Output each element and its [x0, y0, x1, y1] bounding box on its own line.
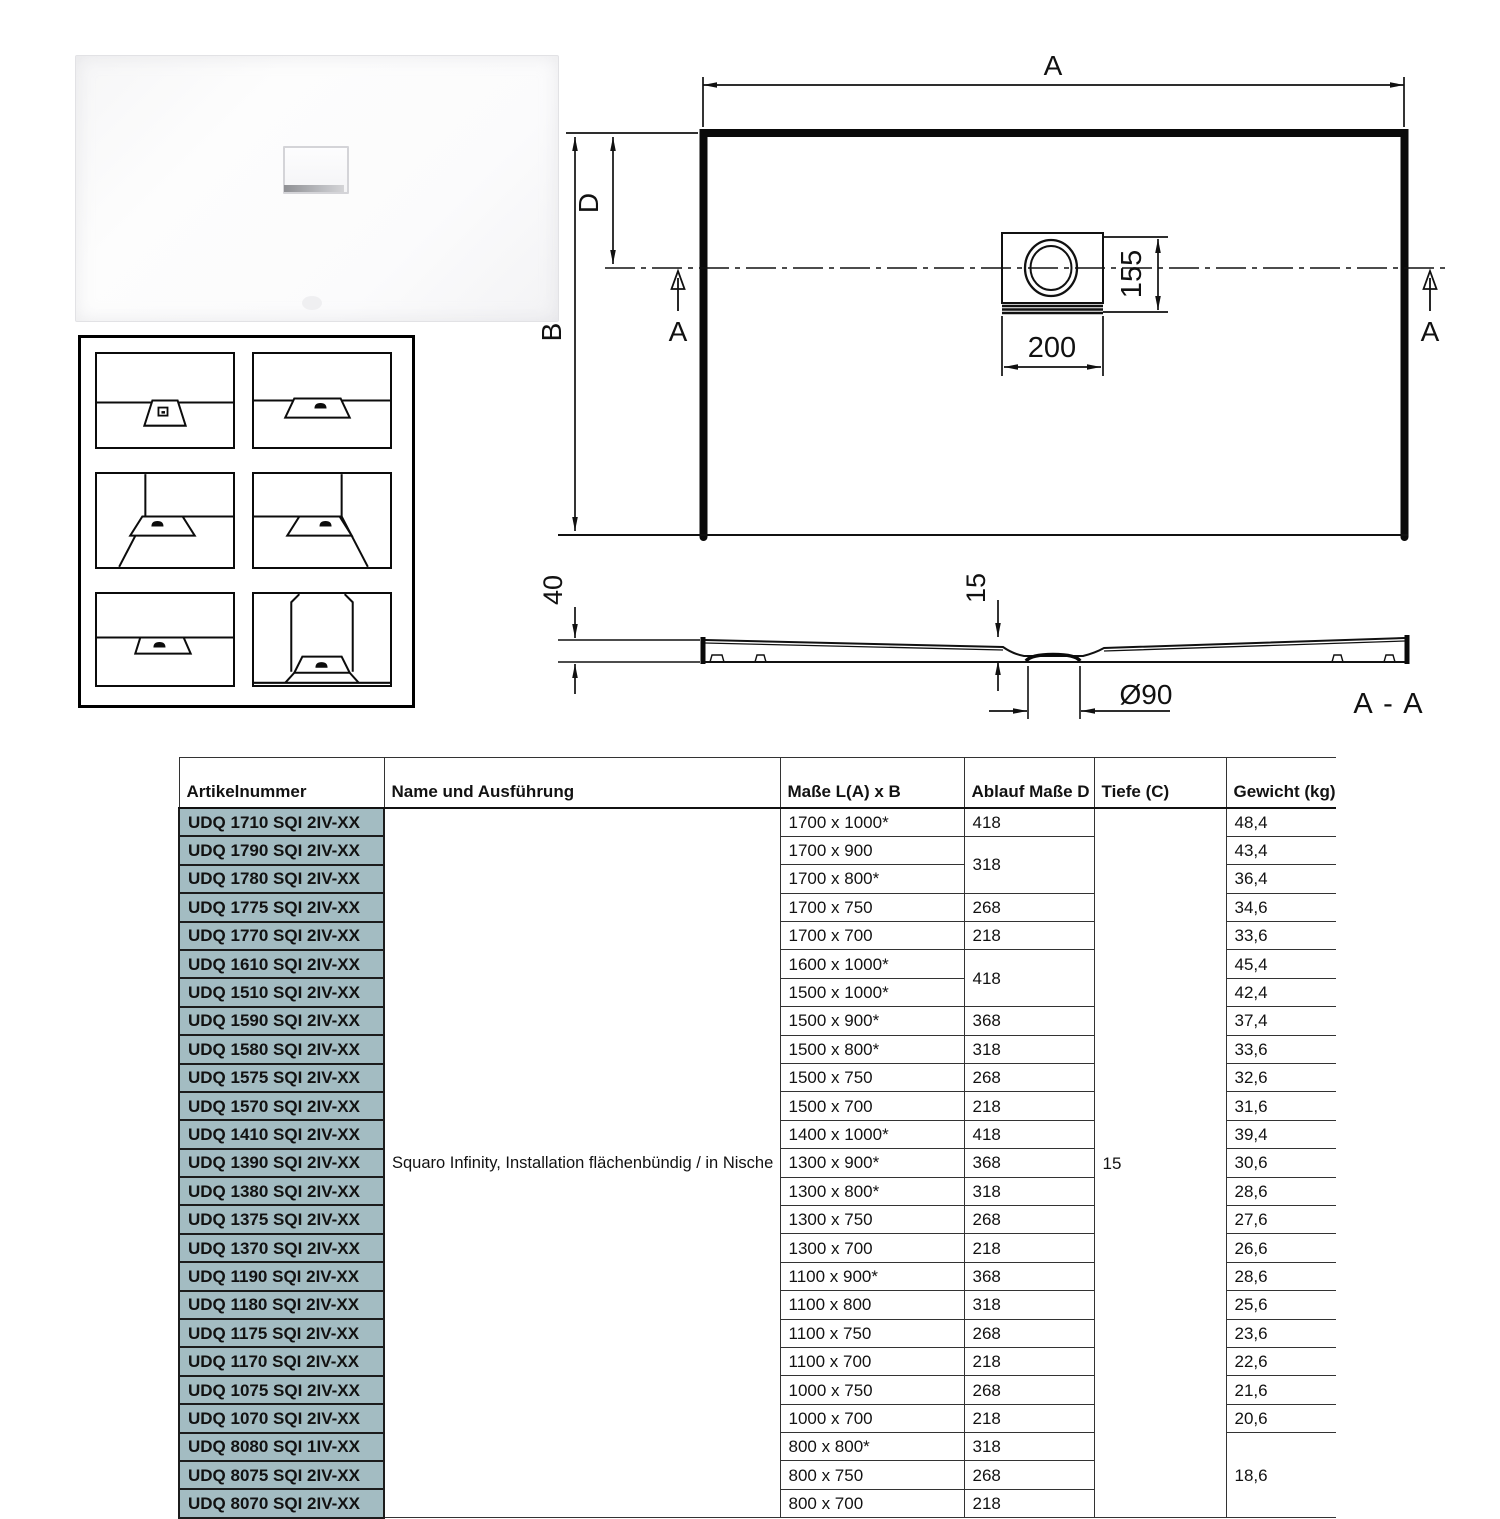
artikelnummer-cell: UDQ 1610 SQI 2IV-XX: [179, 950, 384, 978]
installation-diagram-corner-left: [95, 472, 235, 569]
diagram-6-drawing: [254, 594, 390, 685]
masse-cell: 1500 x 700: [780, 1092, 964, 1120]
column-header-tiefe: Tiefe (C): [1094, 758, 1226, 809]
brand-logo-mark: [302, 296, 322, 310]
ablauf-cell: 318: [964, 1035, 1094, 1063]
drain-cover-shadow: [284, 185, 344, 192]
installation-diagram-wall-back-flat: [252, 352, 392, 449]
masse-cell: 800 x 700: [780, 1489, 964, 1517]
tray-outline-thick: [704, 133, 1405, 537]
artikelnummer-cell: UDQ 1190 SQI 2IV-XX: [179, 1262, 384, 1290]
drain-unit-outline: [1002, 233, 1103, 303]
artikelnummer-cell: UDQ 8080 SQI 1IV-XX: [179, 1433, 384, 1461]
header-row: [179, 758, 1336, 809]
masse-cell: 1500 x 900*: [780, 1007, 964, 1035]
diagram-4-drawing: [254, 474, 390, 567]
drain-hatch-band: [1002, 306, 1103, 313]
ablauf-cell: 318: [964, 1177, 1094, 1205]
masse-cell: 1100 x 700: [780, 1347, 964, 1375]
artikelnummer-cell: UDQ 1410 SQI 2IV-XX: [179, 1120, 384, 1148]
masse-cell: 1700 x 800*: [780, 865, 964, 893]
ablauf-cell: 318: [964, 1291, 1094, 1319]
ablauf-cell: 318: [964, 836, 1094, 893]
diagram-5-drawing: [97, 594, 233, 685]
masse-cell: 1000 x 750: [780, 1376, 964, 1404]
spec-table-body: [179, 808, 1336, 1518]
dim-label-a: A: [1043, 50, 1063, 81]
masse-cell: 1300 x 700: [780, 1234, 964, 1262]
ablauf-cell: 368: [964, 1262, 1094, 1290]
column-header-artikelnummer: Artikelnummer: [179, 758, 384, 809]
masse-cell: 800 x 800*: [780, 1433, 964, 1461]
masse-cell: 1600 x 1000*: [780, 950, 964, 978]
artikelnummer-cell: UDQ 1770 SQI 2IV-XX: [179, 922, 384, 950]
column-header-ablauf: Ablauf Maße D: [964, 758, 1094, 809]
spec-table: [178, 757, 1336, 1519]
gewicht-cell: 36,4: [1226, 865, 1336, 893]
drain-ring-inner: [1031, 246, 1072, 290]
dim-label-40: 40: [538, 574, 568, 606]
dim-label-d: D: [573, 192, 604, 214]
dim-label-15: 15: [961, 572, 991, 604]
artikelnummer-cell: UDQ 1070 SQI 2IV-XX: [179, 1404, 384, 1432]
gewicht-cell: 20,6: [1226, 1404, 1336, 1432]
artikelnummer-cell: UDQ 8070 SQI 2IV-XX: [179, 1489, 384, 1517]
dim-label-d90: Ø90: [1119, 679, 1173, 710]
ablauf-cell: 318: [964, 1433, 1094, 1461]
ablauf-cell: 218: [964, 1347, 1094, 1375]
diagram-2-drawing: [254, 354, 390, 447]
installation-diagram-wall-back: [95, 352, 235, 449]
installation-diagram-niche: [252, 592, 392, 687]
masse-cell: 1500 x 750: [780, 1064, 964, 1092]
masse-cell: 1300 x 900*: [780, 1149, 964, 1177]
masse-cell: 1400 x 1000*: [780, 1120, 964, 1148]
artikelnummer-cell: UDQ 8075 SQI 2IV-XX: [179, 1461, 384, 1489]
artikelnummer-cell: UDQ 1580 SQI 2IV-XX: [179, 1035, 384, 1063]
artikelnummer-cell: UDQ 1780 SQI 2IV-XX: [179, 865, 384, 893]
ablauf-cell: 418: [964, 808, 1094, 836]
gewicht-cell: 37,4: [1226, 1007, 1336, 1035]
gewicht-cell: 43,4: [1226, 836, 1336, 864]
masse-cell: 1000 x 700: [780, 1404, 964, 1432]
masse-cell: 1100 x 800: [780, 1291, 964, 1319]
product-photo: [75, 55, 559, 322]
artikelnummer-cell: UDQ 1180 SQI 2IV-XX: [179, 1291, 384, 1319]
gewicht-cell: 28,6: [1226, 1262, 1336, 1290]
gewicht-cell: 39,4: [1226, 1120, 1336, 1148]
ablauf-cell: 268: [964, 1205, 1094, 1233]
dim-label-200: 200: [1027, 332, 1077, 364]
diagram-1-drawing: [97, 354, 233, 447]
ablauf-cell: 218: [964, 1234, 1094, 1262]
ablauf-cell: 368: [964, 1149, 1094, 1177]
artikelnummer-cell: UDQ 1775 SQI 2IV-XX: [179, 893, 384, 921]
section-label-right: A: [1420, 316, 1440, 347]
masse-cell: 1700 x 900: [780, 836, 964, 864]
masse-cell: 1700 x 750: [780, 893, 964, 921]
gewicht-cell: 21,6: [1226, 1376, 1336, 1404]
dim-label-b: B: [536, 322, 567, 342]
ablauf-cell: 268: [964, 1376, 1094, 1404]
masse-cell: 1300 x 750: [780, 1205, 964, 1233]
gewicht-cell: 48,4: [1226, 808, 1336, 836]
masse-cell: 1500 x 800*: [780, 1035, 964, 1063]
ablauf-cell: 418: [964, 950, 1094, 1007]
section-arrowhead-right: [1424, 271, 1437, 289]
artikelnummer-cell: UDQ 1510 SQI 2IV-XX: [179, 978, 384, 1006]
artikelnummer-cell: UDQ 1370 SQI 2IV-XX: [179, 1234, 384, 1262]
gewicht-cell: 28,6: [1226, 1177, 1336, 1205]
installation-diagram-corner-right: [252, 472, 392, 569]
section-profile: [703, 635, 1407, 664]
gewicht-cell: 31,6: [1226, 1092, 1336, 1120]
gewicht-cell: 23,6: [1226, 1319, 1336, 1347]
artikelnummer-cell: UDQ 1710 SQI 2IV-XX: [179, 808, 384, 836]
gewicht-cell: 26,6: [1226, 1234, 1336, 1262]
ablauf-cell: 268: [964, 1064, 1094, 1092]
artikelnummer-cell: UDQ 1175 SQI 2IV-XX: [179, 1319, 384, 1347]
installation-diagram-flush-wall: [95, 592, 235, 687]
gewicht-cell: 30,6: [1226, 1149, 1336, 1177]
ablauf-cell: 268: [964, 1319, 1094, 1347]
section-arrowhead-left: [672, 271, 685, 289]
masse-cell: 1700 x 1000*: [780, 808, 964, 836]
ablauf-cell: 218: [964, 1404, 1094, 1432]
gewicht-cell: 33,6: [1226, 922, 1336, 950]
gewicht-cell: 18,6: [1226, 1433, 1336, 1518]
section-name-label: A - A: [1353, 688, 1425, 720]
masse-cell: 1100 x 750: [780, 1319, 964, 1347]
column-header-gewicht: Gewicht (kg): [1226, 758, 1336, 809]
gewicht-cell: 34,6: [1226, 893, 1336, 921]
artikelnummer-cell: UDQ 1570 SQI 2IV-XX: [179, 1092, 384, 1120]
ablauf-cell: 218: [964, 1489, 1094, 1517]
gewicht-cell: 32,6: [1226, 1064, 1336, 1092]
ablauf-cell: 218: [964, 922, 1094, 950]
column-header-name: Name und Ausführung: [384, 758, 780, 809]
artikelnummer-cell: UDQ 1375 SQI 2IV-XX: [179, 1205, 384, 1233]
masse-cell: 1100 x 900*: [780, 1262, 964, 1290]
ablauf-cell: 268: [964, 893, 1094, 921]
ablauf-cell: 218: [964, 1092, 1094, 1120]
section-label-left: A: [668, 316, 688, 347]
gewicht-cell: 42,4: [1226, 978, 1336, 1006]
masse-cell: 1300 x 800*: [780, 1177, 964, 1205]
artikelnummer-cell: UDQ 1170 SQI 2IV-XX: [179, 1347, 384, 1375]
artikelnummer-cell: UDQ 1575 SQI 2IV-XX: [179, 1064, 384, 1092]
artikelnummer-cell: UDQ 1590 SQI 2IV-XX: [179, 1007, 384, 1035]
gewicht-cell: 45,4: [1226, 950, 1336, 978]
artikelnummer-cell: UDQ 1390 SQI 2IV-XX: [179, 1149, 384, 1177]
artikelnummer-cell: UDQ 1380 SQI 2IV-XX: [179, 1177, 384, 1205]
artikelnummer-cell: UDQ 1075 SQI 2IV-XX: [179, 1376, 384, 1404]
gewicht-cell: 33,6: [1226, 1035, 1336, 1063]
ablauf-cell: 418: [964, 1120, 1094, 1148]
column-header-masse: Maße L(A) x B: [780, 758, 964, 809]
installation-diagram-grid: [78, 335, 415, 708]
masse-cell: 800 x 750: [780, 1461, 964, 1489]
drain-ring-outer: [1025, 240, 1077, 296]
artikelnummer-cell: UDQ 1790 SQI 2IV-XX: [179, 836, 384, 864]
diagram-3-drawing: [97, 474, 233, 567]
gewicht-cell: 27,6: [1226, 1205, 1336, 1233]
gewicht-cell: 25,6: [1226, 1291, 1336, 1319]
name-cell: Squaro Infinity, Installation flächenbündig / in Nische: [384, 808, 780, 1518]
dim-label-155: 155: [1116, 249, 1148, 299]
tiefe-cell: 15: [1094, 808, 1226, 1518]
ablauf-cell: 368: [964, 1007, 1094, 1035]
spec-table-wrap: [178, 757, 1336, 1519]
gewicht-cell: 22,6: [1226, 1347, 1336, 1375]
table-row: [179, 808, 1336, 836]
ablauf-cell: 268: [964, 1461, 1094, 1489]
masse-cell: 1700 x 700: [780, 922, 964, 950]
masse-cell: 1500 x 1000*: [780, 978, 964, 1006]
